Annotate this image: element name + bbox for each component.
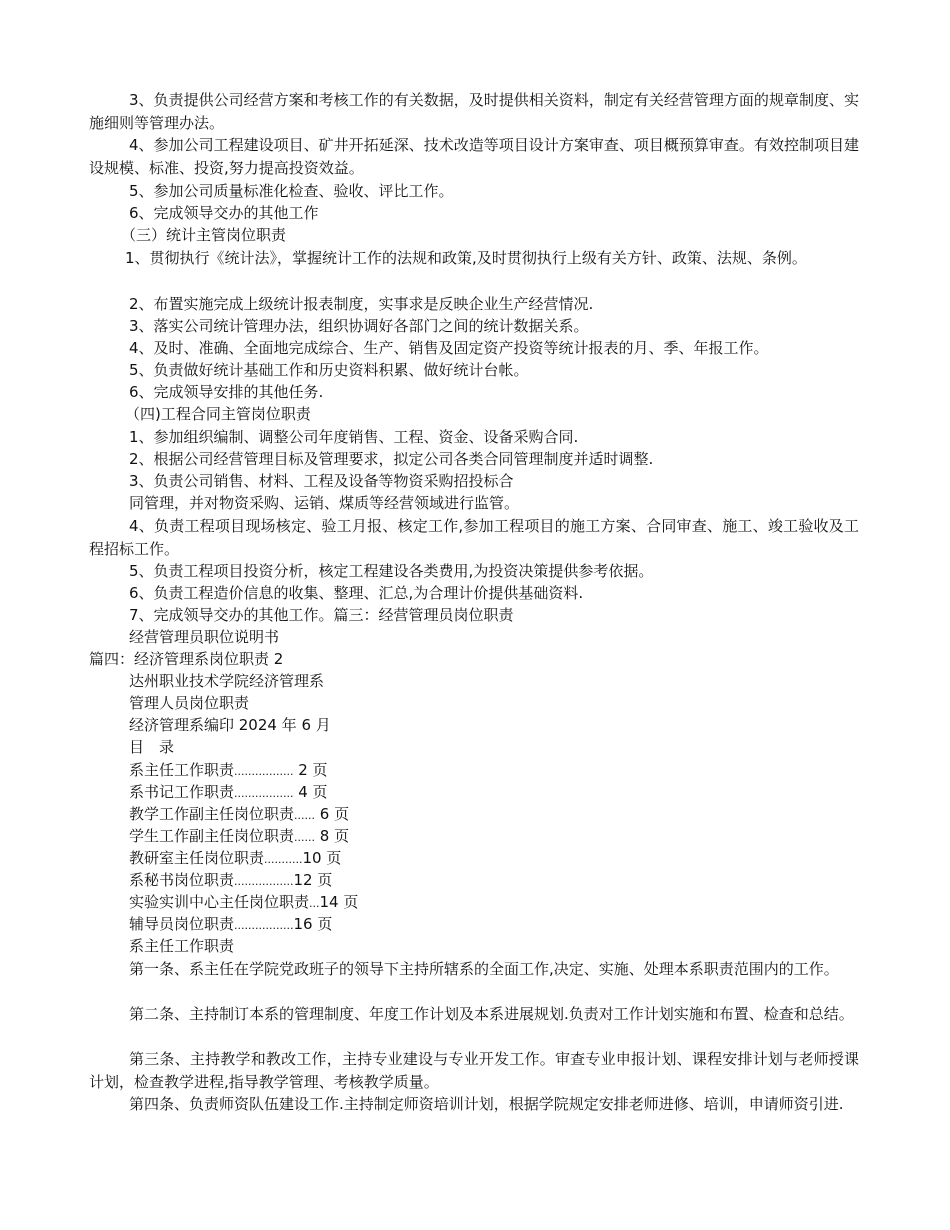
toc-page: 2 页 (298, 761, 328, 779)
toc-item[interactable] (129, 848, 341, 870)
contract-item-4: 4、负责工程项目现场核定、验工月报、核定工作,参加工程项目的施工方案、合同审查、施工、竣工验收及工程招标工作。 (89, 517, 859, 558)
doc-title: 管理人员岗位职责 (129, 694, 250, 712)
toc-leader: ................. (234, 765, 294, 778)
toc-leader: ................. (234, 919, 294, 932)
toc-item[interactable] (129, 914, 332, 936)
toc-label: 学生工作副主任岗位职责 (129, 827, 295, 845)
contract-item-2: 2、根据公司经营管理目标及管理要求，拟定公司各类合同管理制度并适时调整. (129, 450, 654, 468)
article-3: 第三条、主持教学和教改工作，主持专业建设与专业开发工作。审查专业申报计划、课程安排计划与老师授课计划，检查教学进程,指导教学管理、考核教学质量。 (89, 1050, 859, 1091)
chair-duties-heading: 系主任工作职责 (129, 937, 235, 955)
toc-label: 系书记工作职责 (129, 783, 235, 801)
toc-page: 8 页 (319, 827, 350, 845)
toc-leader: ...... (294, 831, 315, 844)
article-1: 第一条、系主任在学院党政班子的领导下主持所辖系的全面工作,决定、实施、处理本系职责范围内的工作。 (129, 960, 839, 978)
contract-item-6: 6、负责工程造价信息的收集、整理、汇总,为合理计价提供基础资料. (129, 584, 584, 602)
stats-item-6: 6、完成领导安排的其他任务. (129, 383, 324, 401)
toc-leader: ................. (234, 875, 294, 888)
contract-item-7: 7、完成领导交办的其他工作。篇三：经营管理员岗位职责 (129, 606, 514, 624)
toc-page: 12 页 (293, 871, 333, 889)
toc-item[interactable] (129, 782, 328, 804)
toc-page: 14 页 (319, 893, 359, 911)
article-2: 第二条、主持制订本系的管理制度、年度工作计划及本系进展规划.负责对工作计划实施和布置、检查和总结。 (129, 1005, 854, 1023)
toc-label: 系主任工作职责 (129, 761, 235, 779)
toc-label: 辅导员岗位职责 (129, 915, 235, 933)
issuer-line: 经济管理系编印 2024 年 6 月 (129, 716, 331, 734)
toc-item[interactable] (129, 760, 328, 782)
duty-item-3: 3、负责提供公司经营方案和考核工作的有关数据，及时提供相关资料，制定有关经营管理方面的规章制度、实施细则等管理办法。 (89, 91, 859, 132)
stats-item-1: 1、贯彻执行《统计法》，掌握统计工作的法规和政策,及时贯彻执行上级有关方针、政策、法规、条例。 (125, 249, 807, 267)
stats-item-4: 4、及时、准确、全面地完成综合、生产、销售及固定资产投资等统计报表的月、季、年报工作。 (129, 339, 769, 357)
toc-item[interactable] (129, 826, 349, 848)
toc-label: 教学工作副主任岗位职责 (129, 805, 295, 823)
toc-item[interactable] (129, 870, 332, 892)
contract-item-5: 5、负责工程项目投资分析，核定工程建设各类费用,为投资决策提供参考依据。 (129, 562, 654, 580)
stats-item-5: 5、负责做好统计基础工作和历史资料积累、做好统计台帐。 (129, 361, 529, 379)
toc-leader: ........... (264, 853, 303, 866)
part4-title: 篇四：经济管理系岗位职责 2 (89, 650, 284, 668)
toc-heading: 目 录 (129, 738, 175, 756)
duty-item-4: 4、参加公司工程建设项目、矿井开拓延深、技术改造等项目设计方案审查、项目概预算审查。有效控制项目建设规模、标准、投资,努力提高投资效益。 (89, 136, 859, 177)
article-4: 第四条、负责师资队伍建设工作.主持制定师资培训计划，根据学院规定安排老师进修、培训，申请师资引进. (129, 1095, 844, 1113)
toc-leader: ... (309, 897, 320, 910)
toc-leader: ................. (234, 787, 294, 800)
toc-leader: ...... (294, 809, 315, 822)
toc-label: 教研室主任岗位职责 (129, 849, 265, 867)
stats-item-3: 3、落实公司统计管理办法，组织协调好各部门之间的统计数据关系。 (129, 317, 589, 335)
contract-item-1: 1、参加组织编制、调整公司年度销售、工程、资金、设备采购合同. (129, 428, 579, 446)
toc-label: 实验实训中心主任岗位职责 (129, 893, 310, 911)
contract-item-3-cont: 同管理，并对物资采购、运销、煤质等经营领域进行监管。 (129, 494, 520, 512)
job-description-title: 经营管理员职位说明书 (129, 628, 280, 646)
contract-item-3: 3、负责公司销售、材料、工程及设备等物资采购招投标合 (129, 472, 514, 490)
duty-item-6: 6、完成领导交办的其他工作 (129, 204, 319, 222)
stats-item-2: 2、布置实施完成上级统计报表制度，实事求是反映企业生产经营情况. (129, 295, 594, 313)
section-heading-contract: （四)工程合同主管岗位职责 (125, 405, 311, 423)
toc-page: 10 页 (302, 849, 342, 867)
school-name: 达州职业技术学院经济管理系 (129, 672, 325, 690)
toc-page: 6 页 (319, 805, 350, 823)
toc-item[interactable] (129, 804, 349, 826)
section-heading-statistics: （三）统计主管岗位职责 (121, 226, 287, 244)
toc-item[interactable] (129, 892, 358, 914)
toc-page: 4 页 (298, 783, 328, 801)
duty-item-5: 5、参加公司质量标准化检查、验收、评比工作。 (129, 182, 454, 200)
toc-page: 16 页 (293, 915, 333, 933)
toc-label: 系秘书岗位职责 (129, 871, 235, 889)
